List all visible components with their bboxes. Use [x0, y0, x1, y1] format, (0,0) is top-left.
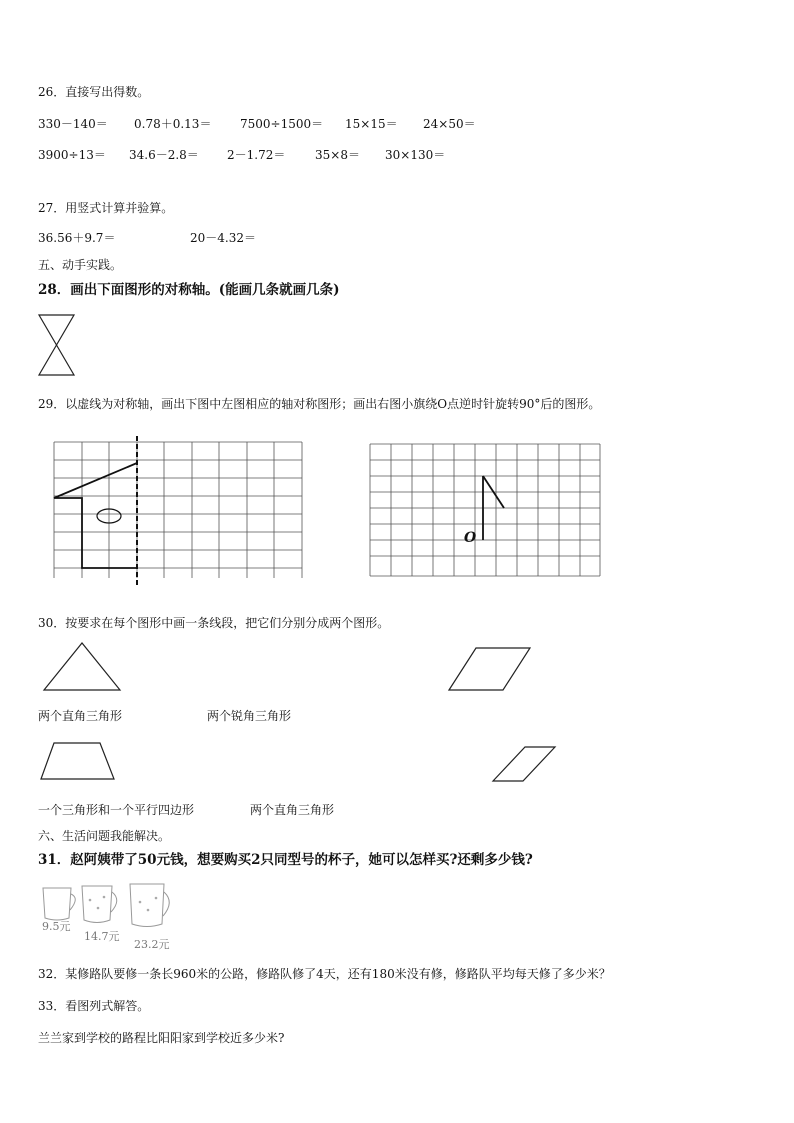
q30-label-1: 两个直角三角形 [38, 709, 123, 723]
q26-r1-c3: 7500÷1500＝ [240, 117, 324, 131]
flag-grid-figure [366, 440, 604, 582]
q33-question: 兰兰家到学校的路程比阳阳家到学校近多少米? [38, 1031, 285, 1045]
cups-price-figure [38, 880, 188, 952]
q33-title: 33．看图列式解答。 [38, 999, 150, 1013]
section-5-heading: 五、动手实践。 [38, 258, 123, 272]
q26-title: 26．直接写出得数。 [38, 85, 150, 99]
q26-r2-c3: 2－1.72＝ [227, 148, 286, 162]
q26-r1-c2: 0.78＋0.13＝ [134, 117, 212, 131]
trapezoid-figure [38, 740, 116, 782]
q27-item-2: 20－4.32＝ [190, 231, 256, 245]
hourglass-figure [36, 312, 78, 378]
triangle-figure [42, 640, 122, 692]
q26-r1-c4: 15×15＝ [345, 117, 398, 131]
q30-label-2: 两个锐角三角形 [207, 709, 292, 723]
cup-price-3: 23.2元 [134, 938, 170, 951]
cup-price-2: 14.7元 [84, 930, 120, 943]
q30-label-4: 两个直角三角形 [250, 803, 335, 817]
symmetry-grid-figure [50, 436, 308, 586]
parallelogram-figure-2 [490, 744, 558, 784]
q32-title: 32．某修路队要修一条长960米的公路，修路队修了4天，还有180米没有修，修路队平均每天修了多少米？ [38, 967, 611, 981]
rotation-point-label: O [464, 530, 477, 546]
q27-item-1: 36.56＋9.7＝ [38, 231, 116, 245]
q27-title: 27．用竖式计算并验算。 [38, 201, 174, 215]
q26-r2-c1: 3900÷13＝ [38, 148, 106, 162]
q26-r2-c5: 30×130＝ [385, 148, 446, 162]
section-6-heading: 六、生活问题我能解决。 [38, 829, 171, 843]
q28-title: 28．画出下面图形的对称轴。(能画几条就画几条) [38, 282, 340, 298]
q26-r2-c2: 34.6－2.8＝ [129, 148, 199, 162]
cup-price-1: 9.5元 [42, 920, 71, 933]
q26-r2-c4: 35×8＝ [315, 148, 360, 162]
q31-title: 31．赵阿姨带了50元钱，想要购买2只同型号的杯子，她可以怎样买?还剩多少钱? [38, 852, 533, 868]
q30-label-3: 一个三角形和一个平行四边形 [38, 803, 195, 817]
parallelogram-figure-1 [446, 645, 532, 693]
q30-title: 30．按要求在每个图形中画一条线段，把它们分别分成两个图形。 [38, 616, 390, 630]
q26-r1-c1: 330－140＝ [38, 117, 108, 131]
q26-r1-c5: 24×50＝ [423, 117, 476, 131]
q29-title: 29．以虚线为对称轴，画出下图中左图相应的轴对称图形；画出右图小旗绕O点逆时针旋转90°后的图形。 [38, 397, 601, 411]
